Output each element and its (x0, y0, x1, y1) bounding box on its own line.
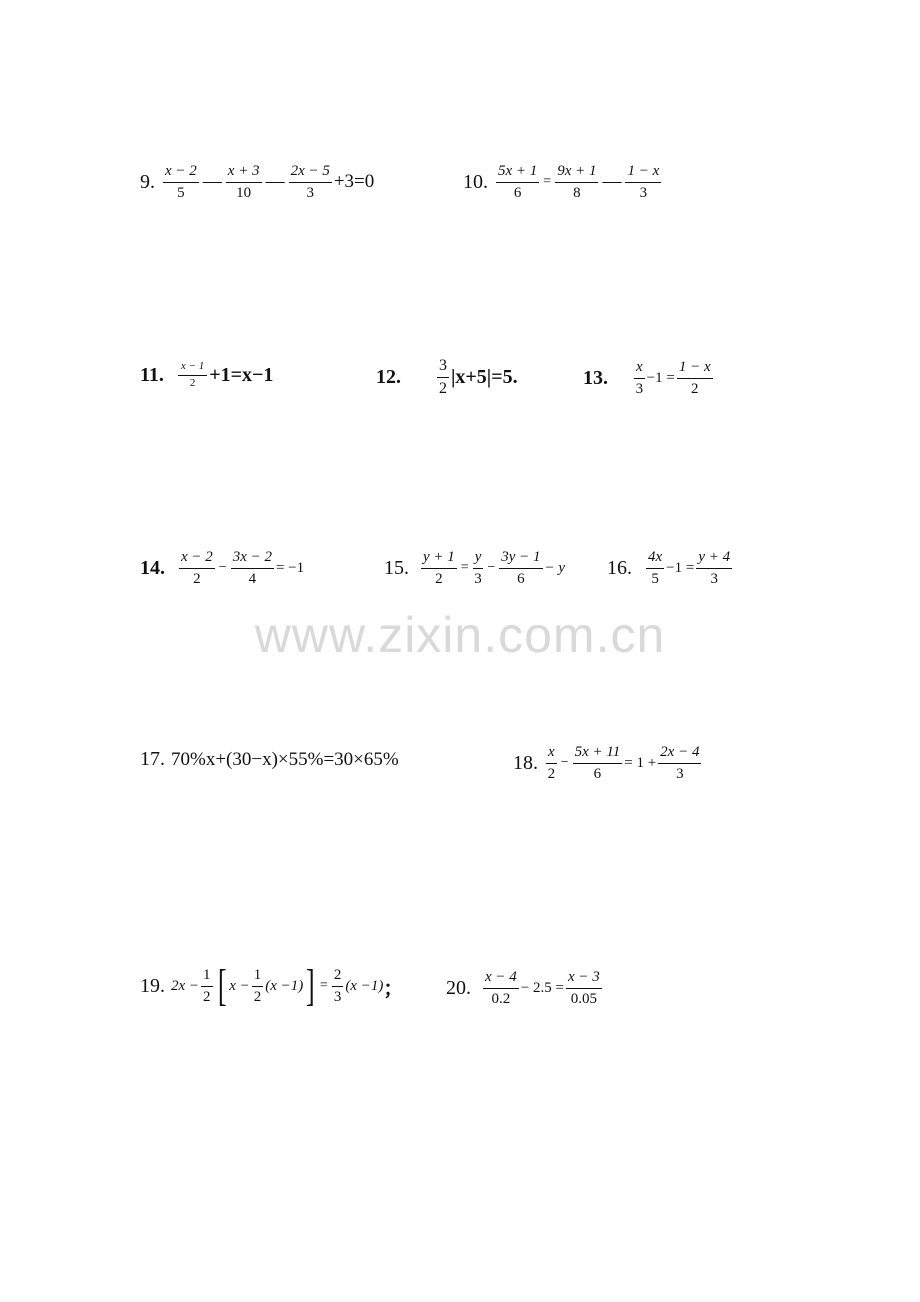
problem-20 (446, 968, 604, 1009)
operator: − (487, 560, 496, 576)
right-bracket: ] (306, 961, 315, 1010)
problem-number: 13. (583, 366, 608, 389)
problem-17 (140, 748, 399, 771)
problem-12 (376, 356, 518, 399)
operator: — (265, 171, 285, 193)
operator: − (218, 560, 227, 576)
operator: — (202, 171, 222, 193)
fraction: $\frac{x}{2}$ (547, 744, 556, 782)
fraction: $\frac{x - 2}{5}$ (165, 163, 197, 201)
fraction: $\frac{x - 4}{0.2}$ (485, 969, 517, 1007)
equation-tail: +1=x−1 (209, 363, 274, 386)
problem-number: 18. (513, 751, 538, 774)
fraction: $\frac{1 - x}{3}$ (627, 163, 660, 201)
fraction: $\frac{x - 2}{2}$ (181, 549, 213, 587)
problem-10 (463, 162, 663, 203)
problem-number: 17. (140, 748, 165, 770)
problem-13 (583, 358, 715, 399)
problem-18 (513, 743, 703, 784)
equation-tail: = −1 (275, 559, 305, 576)
problem-19 (140, 961, 404, 1010)
operator: = (319, 978, 328, 993)
fraction: $\frac{4x}{5}$ (648, 549, 663, 587)
fraction: $\frac{y}{3}$ (474, 549, 482, 587)
fraction: $\frac{x + 3}{10}$ (227, 163, 260, 201)
fraction: $\frac{3}{2}$ (439, 357, 447, 397)
fraction: $\frac{3y - 1}{6}$ (501, 549, 541, 587)
equation-tail: +3=0 (333, 171, 375, 193)
equation-tail: (x −1) (345, 977, 384, 994)
fraction: $\frac{5x + 11}{6}$ (574, 744, 621, 782)
problem-9 (140, 162, 374, 203)
fraction: $\frac{2}{3}$ (333, 966, 342, 1005)
fraction: $\frac{3x - 2}{4}$ (232, 549, 272, 587)
operator: = (543, 174, 552, 190)
problem-15 (384, 548, 565, 589)
fraction: $\frac{2x - 5}{3}$ (290, 163, 330, 201)
equation-middle: −1 = (646, 369, 675, 386)
fraction: $\frac{1}{2}$ (253, 966, 262, 1005)
fraction: $\frac{1}{2}$ (203, 966, 211, 1005)
equation-middle: −1 = (666, 559, 695, 576)
problem-16 (607, 548, 734, 589)
fraction: $\frac{y + 4}{3}$ (698, 549, 731, 587)
equation-middle: − 2.5 = (520, 979, 564, 996)
operator: = (460, 560, 469, 576)
fraction: $\frac{5x + 1}{6}$ (498, 163, 538, 201)
fraction: $\frac{9x + 1}{8}$ (557, 163, 597, 201)
problem-14 (140, 548, 304, 589)
problem-number: 19. (140, 974, 165, 997)
fraction: $\frac{x - 3}{0.05}$ (567, 969, 600, 1007)
problem-11 (140, 360, 273, 391)
equation-middle: = 1 + (624, 754, 657, 771)
watermark: www.zixin.com.cn (254, 607, 666, 663)
problem-number: 20. (446, 976, 471, 999)
left-bracket: [ (217, 961, 227, 1010)
fraction: $\frac{x}{3}$ (635, 359, 644, 397)
operator: — (602, 171, 622, 193)
bracket-content: x − (229, 977, 250, 994)
bracket-content: (x −1) (265, 977, 304, 994)
fraction: $\frac{x - 1}{2}$ (178, 360, 207, 391)
equation-prefix: 2x − (171, 977, 200, 994)
semicolon: ； (383, 977, 404, 1000)
problem-number: 12. (376, 366, 401, 388)
problem-number: 10. (463, 170, 488, 193)
equation-tail: − y (544, 559, 566, 576)
problem-number: 15. (384, 556, 409, 579)
fraction: $\frac{2x - 4}{3}$ (660, 744, 700, 782)
fraction: $\frac{y + 1}{2}$ (423, 549, 455, 587)
problem-number: 9. (140, 170, 155, 193)
problem-number: 11. (140, 363, 164, 386)
fraction: $\frac{1 - x}{2}$ (678, 359, 711, 397)
equation-tail: |x+5|=5. (451, 366, 518, 388)
operator: − (560, 755, 569, 771)
equation-text: 70%x+(30−x)×55%=30×65% (171, 748, 399, 770)
problem-number: 16. (607, 556, 632, 579)
problem-number: 14. (140, 556, 165, 579)
